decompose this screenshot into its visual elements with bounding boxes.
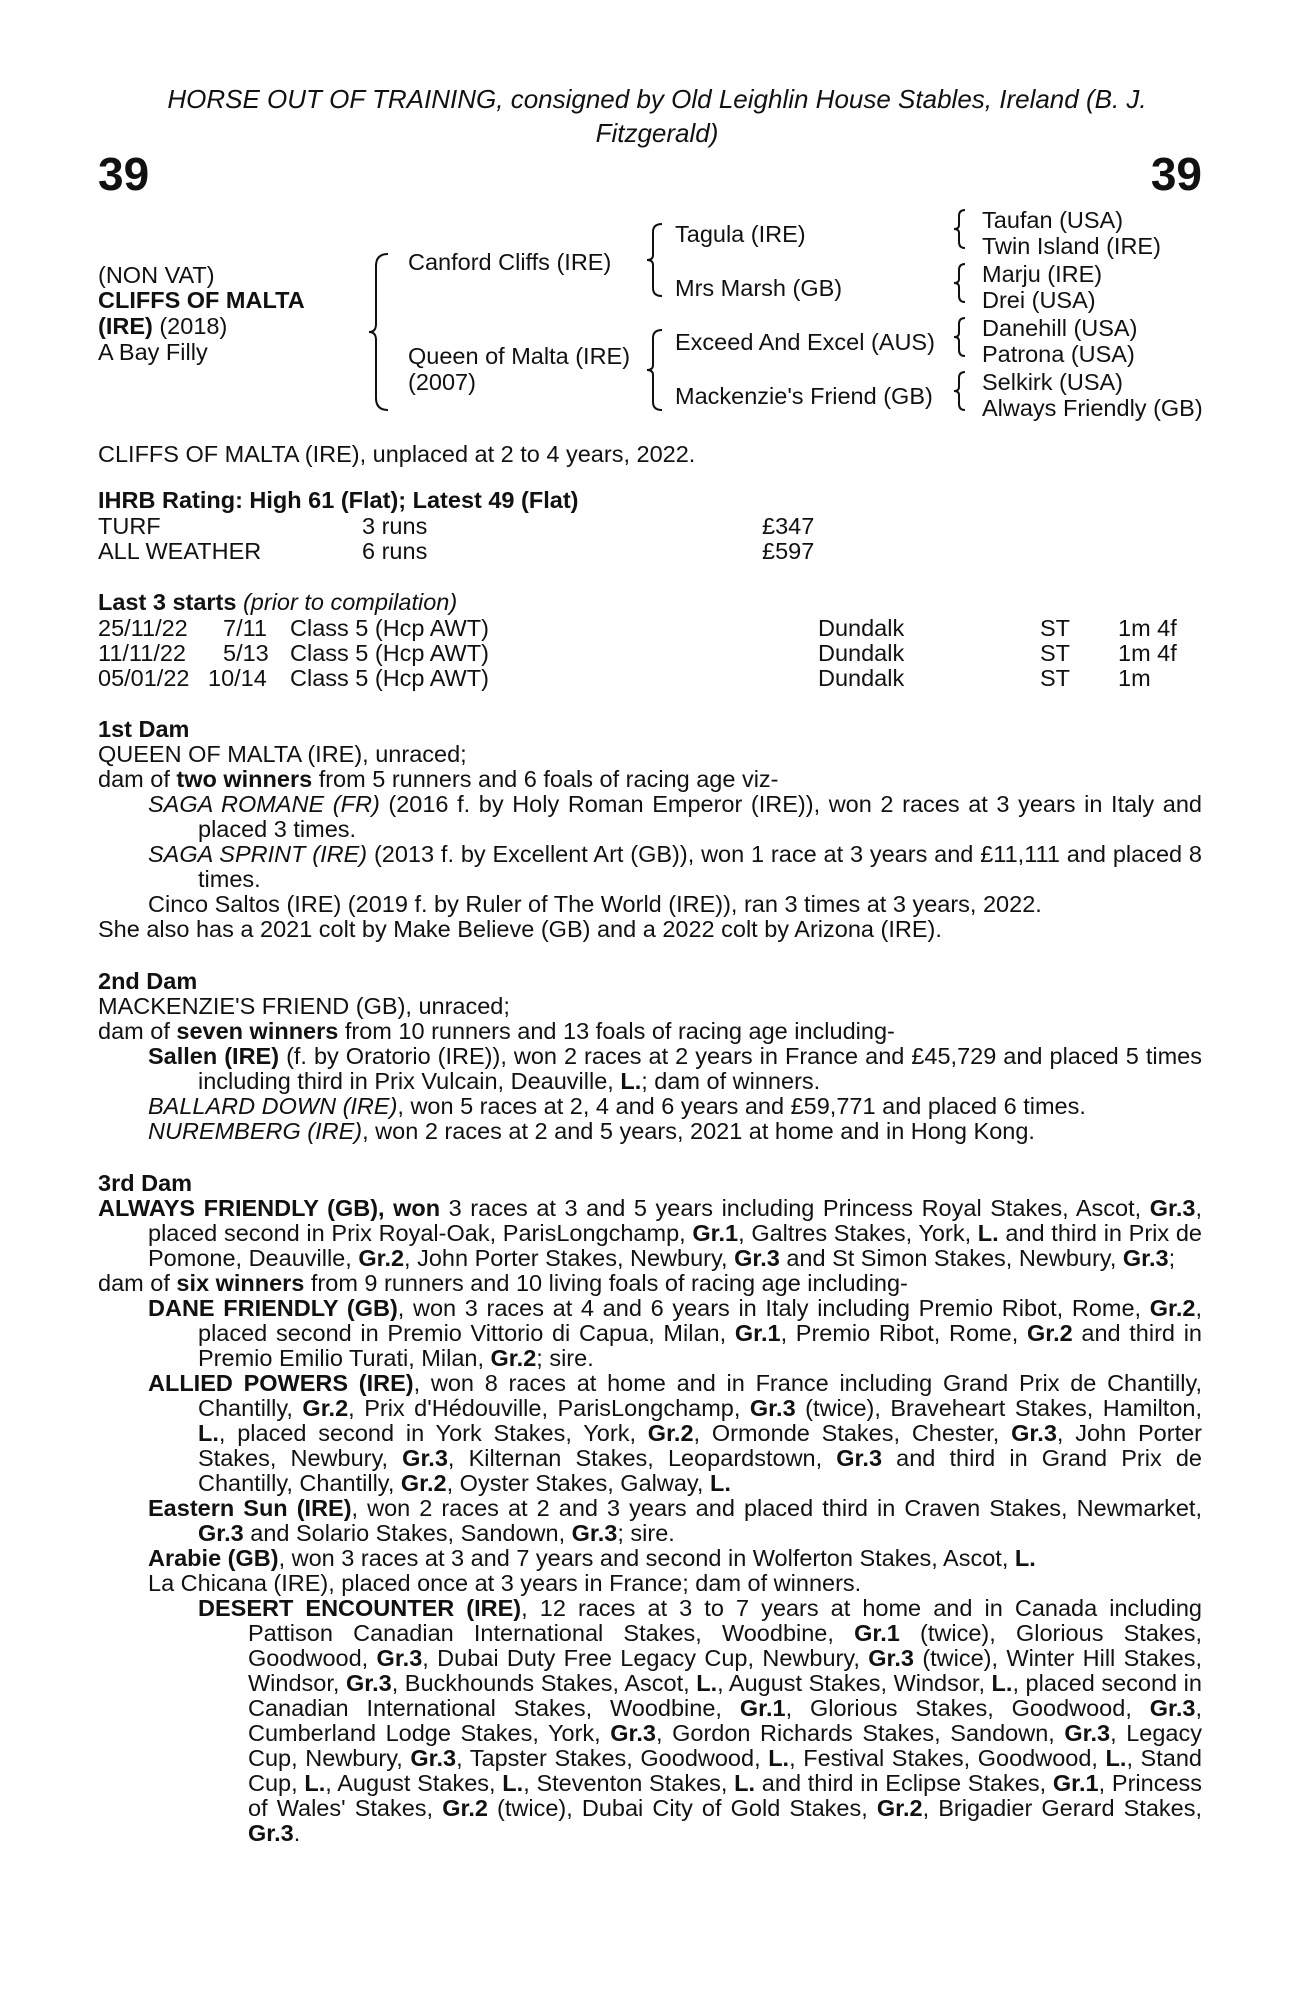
first-dam-heading: 1st Dam bbox=[98, 716, 190, 742]
start-distance: 1m 4f bbox=[1118, 640, 1177, 666]
rating-surface: ALL WEATHER bbox=[98, 538, 262, 564]
start-going: ST bbox=[1040, 640, 1071, 666]
start-course: Dundalk bbox=[818, 665, 905, 691]
rating-runs: 3 runs bbox=[362, 513, 428, 539]
third-dam-heading: 3rd Dam bbox=[98, 1170, 193, 1196]
pedigree-dds: Selkirk (USA) bbox=[982, 369, 1124, 395]
pedigree-sire-dam: Mrs Marsh (GB) bbox=[675, 275, 843, 301]
grandproduce-entry: DESERT ENCOUNTER (IRE), 12 races at 3 to 7 years at home and in Canada including Pattison Canadian International Stakes, Woodbine, Gr.1 (twice), Glorious Stakes, Goodwood, Gr.3, Dubai Duty Free Legacy Cup, Newbury, Gr.3 (twice), Winter Hill Stakes, Windsor, Gr.3, Buckhounds Stakes, Ascot, L., August Stakes, Windsor, L., placed second in Canadian International Stakes, Woodbine, Gr.1, Glorious Stakes, Goodwood, Gr.3, Cumberland Lodge Stakes, York, Gr.3, Gordon Richards Stakes, Sandown, Gr.3, Legacy Cup, Newbury, Gr.3, Tapster Stakes, Goodwood, L., Festival Stakes, Goodwood, L., Stand Cup, L., August Stakes, L., Steventon Stakes, L. and third in Eclipse Stakes, Gr.1, Princess of Wales' Stakes, Gr.2 (twice), Dubai City of Gold Stakes, Gr.2, Brigadier Gerard Stakes, Gr.3. bbox=[198, 1595, 1203, 1846]
pedigree-dam: Queen of Malta (IRE) bbox=[408, 343, 631, 369]
rating-earnings: £347 bbox=[762, 513, 815, 539]
catalogue-header-line2: Fitzgerald) bbox=[595, 118, 719, 148]
start-race: Class 5 (Hcp AWT) bbox=[290, 615, 489, 641]
pedigree-ssd: Twin Island (IRE) bbox=[982, 233, 1161, 259]
start-date: 05/01/22 bbox=[98, 665, 190, 691]
start-position: 5/13 bbox=[223, 640, 269, 666]
pedigree-bracket-main bbox=[368, 252, 390, 412]
rating-title: IHRB Rating: High 61 (Flat); Latest 49 (Flat) bbox=[98, 487, 579, 513]
pedigree-sss: Taufan (USA) bbox=[982, 207, 1124, 233]
pedigree-dam-sire: Exceed And Excel (AUS) bbox=[675, 329, 935, 355]
horse-name: CLIFFS OF MALTA bbox=[98, 287, 305, 313]
start-distance: 1m bbox=[1118, 665, 1151, 691]
lot-number-left: 39 bbox=[98, 148, 150, 200]
first-dam-produce: dam of two winners from 5 runners and 6 foals of racing age viz- bbox=[98, 766, 779, 792]
produce-entry: Cinco Saltos (IRE) (2019 f. by Ruler of The World (IRE)), ran 3 times at 3 years, 2022. bbox=[148, 891, 1042, 917]
third-dam-produce: dam of six winners from 9 runners and 10 living foals of racing age including- bbox=[98, 1270, 908, 1296]
start-going: ST bbox=[1040, 615, 1071, 641]
start-date: 25/11/22 bbox=[98, 615, 188, 641]
third-dam-section bbox=[98, 1171, 1202, 1846]
lot-number-right: 39 bbox=[1150, 148, 1202, 200]
rating-runs: 6 runs bbox=[362, 538, 428, 564]
pedigree-sdd: Drei (USA) bbox=[982, 287, 1096, 313]
produce-entry: SAGA SPRINT (IRE) (2013 f. by Excellent Art (GB)), won 1 race at 3 years and £11,111 and placed 8 times. bbox=[148, 841, 1202, 892]
start-going: ST bbox=[1040, 665, 1071, 691]
pedigree-ddd: Always Friendly (GB) bbox=[982, 395, 1203, 421]
vat-status: (NON VAT) bbox=[98, 262, 215, 288]
horse-name-line2: (IRE) (2018) bbox=[98, 313, 228, 339]
second-dam-section bbox=[98, 969, 1202, 1144]
pedigree-bracket-gg3 bbox=[953, 316, 967, 358]
start-date: 11/11/22 bbox=[98, 640, 186, 666]
produce-entry: Arabie (GB), won 3 races at 3 and 7 years and second in Wolferton Stakes, Ascot, L. bbox=[148, 1545, 1036, 1571]
pedigree-sire-sire: Tagula (IRE) bbox=[675, 221, 806, 247]
pedigree-dss: Danehill (USA) bbox=[982, 315, 1138, 341]
first-dam-note: She also has a 2021 colt by Make Believe (GB) and a 2022 colt by Arizona (IRE). bbox=[98, 916, 942, 942]
start-race: Class 5 (Hcp AWT) bbox=[290, 665, 489, 691]
produce-entry: SAGA ROMANE (FR) (2016 f. by Holy Roman Emperor (IRE)), won 2 races at 3 years in Italy and placed 3 times. bbox=[148, 791, 1202, 842]
produce-entry: Eastern Sun (IRE), won 2 races at 2 and 3 years and placed third in Craven Stakes, Newmarket, Gr.3 and Solario Stakes, Sandown, Gr.3; sire. bbox=[148, 1495, 1202, 1546]
catalogue-header-line1: HORSE OUT OF TRAINING, consigned by Old Leighlin House Stables, Ireland (B. J. bbox=[167, 84, 1147, 114]
produce-entry: BALLARD DOWN (IRE), won 5 races at 2, 4 and 6 years and £59,771 and placed 6 times. bbox=[148, 1093, 1086, 1119]
pedigree-bracket-gg4 bbox=[953, 370, 967, 412]
pedigree-bracket-gg2 bbox=[953, 262, 967, 304]
pedigree-sire: Canford Cliffs (IRE) bbox=[408, 249, 612, 275]
pedigree-dam-dam: Mackenzie's Friend (GB) bbox=[675, 383, 933, 409]
start-course: Dundalk bbox=[818, 640, 905, 666]
start-position: 7/11 bbox=[223, 615, 267, 641]
pedigree-dsd: Patrona (USA) bbox=[982, 341, 1135, 367]
horse-description: A Bay Filly bbox=[98, 339, 208, 365]
rating-earnings: £597 bbox=[762, 538, 815, 564]
second-dam-name: MACKENZIE'S FRIEND (GB), unraced; bbox=[98, 993, 510, 1019]
produce-entry: Sallen (IRE) (f. by Oratorio (IRE)), won 2 races at 2 years in France and £45,729 and placed 5 times including third in Prix Vulcain, Deauville, L.; dam of winners. bbox=[148, 1043, 1202, 1094]
pedigree-dam-year: (2007) bbox=[408, 369, 476, 395]
produce-entry: NUREMBERG (IRE), won 2 races at 2 and 5 years, 2021 at home and in Hong Kong. bbox=[148, 1118, 1035, 1144]
starts-title: Last 3 starts (prior to compilation) bbox=[98, 589, 458, 615]
start-position: 10/14 bbox=[208, 665, 267, 691]
pedigree-bracket-dam bbox=[646, 328, 664, 412]
race-summary: CLIFFS OF MALTA (IRE), unplaced at 2 to 4 years, 2022. bbox=[98, 441, 696, 467]
start-distance: 1m 4f bbox=[1118, 615, 1177, 641]
second-dam-produce: dam of seven winners from 10 runners and 13 foals of racing age including- bbox=[98, 1018, 895, 1044]
produce-entry: DANE FRIENDLY (GB), won 3 races at 4 and 6 years in Italy including Premio Ribot, Rome, Gr.2, placed second in Premio Vittorio di Capua, Milan, Gr.1, Premio Ribot, Rome, Gr.2 and third in Premio Emilio Turati, Milan, Gr.2; sire. bbox=[148, 1295, 1202, 1371]
rating-surface: TURF bbox=[98, 513, 161, 539]
third-dam-record: ALWAYS FRIENDLY (GB), won 3 races at 3 and 5 years including Princess Royal Stakes, Ascot, Gr.3, placed second in Prix Royal-Oak, ParisLongchamp, Gr.1, Galtres Stakes, York, L. and third in Prix de Pomone, Deauville, Gr.2, John Porter Stakes, Newbury, Gr.3 and St Simon Stakes, Newbury, Gr.3; bbox=[98, 1195, 1202, 1271]
pedigree-bracket-gg1 bbox=[953, 208, 967, 250]
first-dam-section bbox=[98, 717, 1202, 942]
first-dam-name: QUEEN OF MALTA (IRE), unraced; bbox=[98, 741, 467, 767]
start-race: Class 5 (Hcp AWT) bbox=[290, 640, 489, 666]
pedigree-sds: Marju (IRE) bbox=[982, 261, 1103, 287]
pedigree-bracket-sire bbox=[646, 222, 664, 298]
produce-entry: ALLIED POWERS (IRE), won 8 races at home and in France including Grand Prix de Chantilly, Chantilly, Gr.2, Prix d'Hédouville, ParisLongchamp, Gr.3 (twice), Braveheart Stakes, Hamilton, L., placed second in York Stakes, York, Gr.2, Ormonde Stakes, Chester, Gr.3, John Porter Stakes, Newbury, Gr.3, Kilternan Stakes, Leopardstown, Gr.3 and third in Grand Prix de Chantilly, Chantilly, Gr.2, Oyster Stakes, Galway, L. bbox=[148, 1370, 1202, 1496]
start-course: Dundalk bbox=[818, 615, 905, 641]
second-dam-heading: 2nd Dam bbox=[98, 968, 198, 994]
produce-entry: La Chicana (IRE), placed once at 3 years in France; dam of winners. bbox=[148, 1570, 862, 1596]
